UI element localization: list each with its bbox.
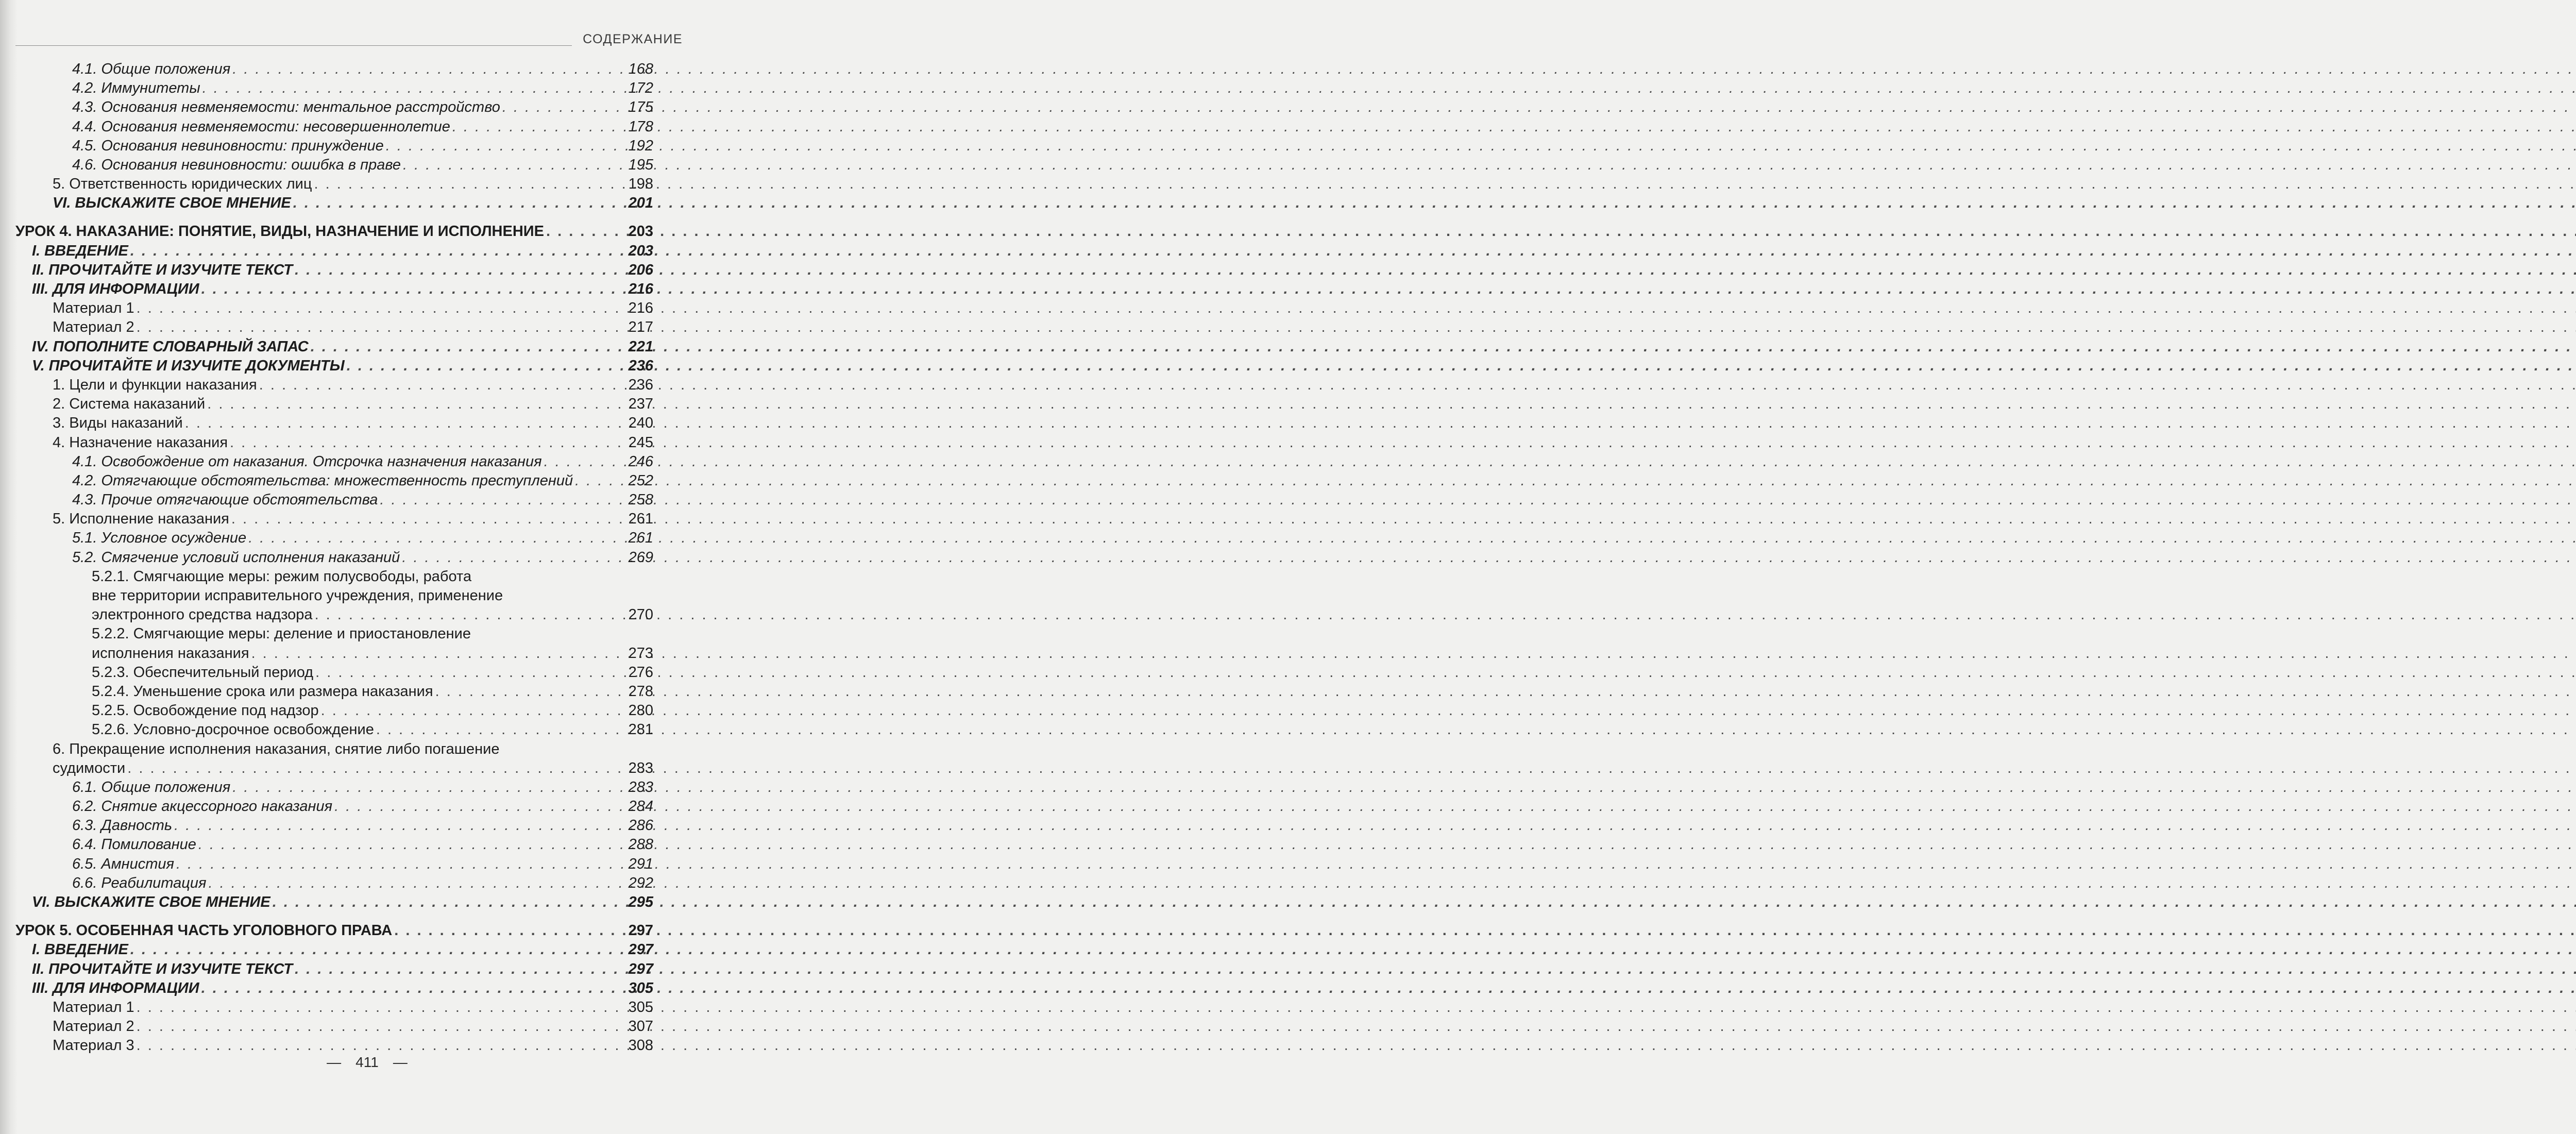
toc-leader-dots [311, 337, 622, 357]
toc-entry [15, 414, 653, 433]
toc-entry-title: III. ДЛЯ ИНФОРМАЦИИ [32, 281, 199, 298]
toc-entry-title: 5. Исполнение наказания [53, 511, 229, 528]
toc-entry-title: 1. Цели и функции наказания [53, 376, 257, 393]
toc-leader-dots [295, 960, 622, 979]
toc-entry [15, 816, 653, 835]
page-binding-edge [0, 0, 18, 1134]
toc-entry-page: 217 [628, 319, 653, 336]
toc-entry-title: I. ВВЕДЕНИЕ [32, 941, 128, 958]
toc-entry-title: IV. ПОПОЛНИТЕ СЛОВАРНЫЙ ЗАПАС [32, 338, 309, 355]
toc-leader-dots [185, 414, 622, 433]
toc-entry-page: 201 [628, 195, 653, 212]
toc-entry-page: 198 [628, 176, 653, 193]
toc-entry [15, 175, 653, 194]
toc-entry-page: 258 [628, 492, 653, 509]
toc-entry-title: исполнения наказания [92, 645, 249, 662]
toc-entry-title: 4. Назначение наказания [53, 434, 228, 451]
toc-entry [15, 318, 653, 337]
toc-entry [15, 979, 653, 998]
toc-entry-page: 281 [628, 721, 653, 738]
toc-leader-dots [137, 1017, 622, 1036]
toc-entry [15, 471, 653, 490]
toc-entry [15, 836, 653, 855]
toc-entry-page: 245 [628, 434, 653, 451]
toc-entry-page: 292 [628, 874, 653, 891]
toc-entry-title: III. ДЛЯ ИНФОРМАЦИИ [32, 979, 199, 996]
toc-leader-dots [176, 855, 622, 874]
toc-leader-dots [130, 242, 622, 261]
toc-leader-dots [575, 471, 622, 490]
toc-entry [15, 60, 653, 79]
toc-leader-dots [230, 433, 622, 452]
toc-entry [15, 194, 653, 213]
toc-leader-dots [314, 175, 623, 194]
toc-leader-dots [231, 510, 622, 529]
footer-dash-left: — [327, 1054, 342, 1070]
toc-entry-title: 4.3. Основания невменяемости: ментальное расстройство [72, 99, 500, 116]
toc-entry-title: I. ВВЕДЕНИЕ [32, 242, 128, 259]
toc-entry-page: 276 [628, 664, 653, 681]
toc-entry-page: 288 [628, 836, 653, 853]
toc-entry-title: Материал 2 [53, 1018, 134, 1035]
toc-entry-title: 6.1. Общие положения [72, 778, 231, 796]
toc-entry [15, 117, 653, 137]
toc-entry-page: 305 [628, 979, 653, 996]
toc-leader-dots [273, 893, 622, 912]
toc-entry [15, 137, 653, 156]
toc-leader-dots [207, 395, 622, 414]
toc-leader-dots [452, 117, 622, 137]
toc-entry [15, 663, 653, 682]
toc-leader-dots [403, 156, 622, 175]
toc-entry-title: электронного средства надзора [92, 606, 313, 623]
toc-entry-page: 246 [628, 453, 653, 470]
toc-entry-title: 6.3. Давность [72, 817, 173, 834]
toc-leader-dots [435, 682, 622, 701]
toc-entry [15, 433, 653, 452]
toc-leader-dots [376, 720, 622, 739]
toc-entry-page: 192 [628, 137, 653, 154]
toc-entry [15, 701, 653, 720]
toc-entry-page: 295 [628, 894, 653, 911]
toc-entry-title: 5. Ответственность юридических лиц [53, 176, 312, 193]
toc-entry-title: 4.1. Освобождение от наказания. Отсрочка назначения наказания [72, 453, 542, 470]
toc-entry-title: 5.2.5. Освобождение под надзор [92, 702, 319, 719]
toc-entry [15, 452, 653, 471]
toc-leader-dots [137, 299, 622, 318]
toc-leader-dots [232, 778, 622, 797]
toc-leader-dots [208, 874, 622, 893]
toc-entry-title: Материал 1 [53, 300, 134, 317]
toc-entry [15, 759, 653, 778]
toc-leader-dots [202, 79, 622, 98]
toc-entry [15, 778, 653, 797]
toc-entry-title: 5.2.6. Условно-досрочное освобождение [92, 721, 374, 738]
toc-leader-dots [259, 376, 622, 395]
toc-entry-title: 6.6. Реабилитация [72, 874, 207, 891]
toc-entry-title: 5.2.3. Обеспечительный период [92, 664, 314, 681]
toc-entry-page: 203 [628, 242, 653, 259]
toc-entry-title: Материал 2 [53, 319, 134, 336]
toc-entry-title: 4.5. Основания невиновности: принуждение [72, 137, 384, 154]
toc-entry [15, 490, 653, 510]
toc-entry-title: УРОК 5. ОСОБЕННАЯ ЧАСТЬ УГОЛОВНОГО ПРАВА [15, 922, 393, 939]
toc-entry-page: 308 [628, 1037, 653, 1054]
toc-leader-dots [315, 663, 622, 682]
toc-entry-title: 6.2. Снятие акцессорного наказания [72, 798, 333, 815]
toc-entry-title: 5.1. Условное осуждение [72, 530, 247, 547]
toc-leader-dots [321, 701, 622, 720]
toc-leader-dots [502, 98, 622, 117]
toc-leader-dots [546, 222, 622, 241]
toc-leader-dots [251, 644, 622, 663]
toc-entry-page: 283 [628, 778, 653, 796]
toc-entry [15, 1036, 653, 1055]
toc-entry-title: 4.3. Прочие отягчающие обстоятельства [72, 492, 378, 509]
toc-entry-title: 2. Система наказаний [53, 396, 206, 413]
toc-entry [15, 510, 653, 529]
toc-leader-dots [402, 548, 622, 567]
toc-entry [15, 893, 653, 912]
toc-entry-page: 297 [628, 941, 653, 958]
toc-entry-title: II. ПРОЧИТАЙТЕ И ИЗУЧИТЕ ТЕКСТ [32, 960, 293, 977]
toc-entry-page: 252 [628, 472, 653, 489]
toc-leader-dots [315, 605, 622, 624]
toc-leader-dots [295, 261, 622, 280]
toc-entry-title: 4.6. Основания невиновности: ошибка в праве [72, 156, 401, 173]
toc-entry-page: 175 [628, 99, 653, 116]
toc-leader-dots [201, 979, 622, 998]
header-rule [15, 45, 572, 46]
footer-dash-right: — [393, 1054, 408, 1070]
toc-leader-dots [130, 940, 622, 959]
toc-entry-page: 269 [628, 549, 653, 566]
toc-leader-dots [137, 998, 622, 1017]
toc-entry-page: 284 [628, 798, 653, 815]
toc-entry-title: 4.1. Общие положения [72, 60, 231, 77]
toc-leader-dots [137, 1036, 622, 1055]
toc-entry [15, 223, 653, 242]
toc-entry [15, 357, 653, 376]
toc-entry-page: 286 [628, 817, 653, 834]
toc-entry [15, 79, 653, 98]
toc-entry-page: 240 [628, 415, 653, 432]
toc-entry-title: 4.2. Иммунитеты [72, 80, 200, 97]
toc-entry-page: 270 [628, 606, 653, 623]
toc-entry-title: УРОК 4. НАКАЗАНИЕ: ПОНЯТИЕ, ВИДЫ, НАЗНАЧЕНИЕ И ИСПОЛНЕНИЕ [15, 223, 544, 240]
toc-entry-page: 216 [628, 300, 653, 317]
toc-entry-page: 203 [628, 223, 653, 240]
toc-entry [15, 529, 653, 548]
toc-entry [15, 548, 653, 567]
toc-entry-title: 4.4. Основания невменяемости: несовершеннолетие [72, 118, 450, 135]
toc-leader-dots [293, 194, 622, 213]
toc-entry-title: 5.2.1. Смягчающие меры: режим полусвободы, работа [92, 568, 472, 585]
toc-entry-title: судимости [53, 759, 126, 776]
toc-leader-dots [232, 60, 622, 79]
toc-entry-page: 206 [628, 261, 653, 278]
toc-entry-page: 216 [628, 281, 653, 298]
toc-entry-title: 3. Виды наказаний [53, 415, 183, 432]
toc-entry-title: 5.2.4. Уменьшение срока или размера наказания [92, 683, 433, 700]
toc-leader-dots [380, 490, 622, 510]
toc-entry-title: 5.2. Смягчение условий исполнения наказаний [72, 549, 400, 566]
toc-entry-title: Материал 3 [53, 1037, 134, 1054]
toc-entry [15, 299, 653, 318]
toc-entry [15, 682, 653, 701]
toc-leader-dots [201, 280, 622, 299]
page-number: 411 [355, 1054, 379, 1070]
toc-entry-page: 261 [628, 511, 653, 528]
toc-entry-title: II. ПРОЧИТАЙТЕ И ИЗУЧИТЕ ТЕКСТ [32, 261, 293, 278]
toc-entry-title: 6.4. Помилование [72, 836, 196, 853]
toc-entry-title: 4.2. Отягчающие обстоятельства: множественность преступлений [72, 472, 573, 489]
toc-entry [15, 644, 653, 663]
toc-leader-dots [174, 816, 622, 835]
toc-entry-page: 283 [628, 759, 653, 776]
toc-leader-dots [198, 835, 622, 854]
toc-entry [15, 242, 653, 261]
toc-entry [15, 337, 653, 357]
toc-entry-title: Материал 1 [53, 998, 134, 1015]
toc-entry-page: 305 [628, 998, 653, 1015]
toc-entry [15, 960, 653, 979]
toc-entry-title: VI. ВЫСКАЖИТЕ СВОЕ МНЕНИЕ [53, 195, 291, 212]
toc-entry [15, 261, 653, 280]
toc-entry-title: 6. Прекращение исполнения наказания, снятие либо погашение [53, 740, 500, 757]
toc-entry [15, 940, 653, 959]
toc-entry-page: 278 [628, 683, 653, 700]
toc-entry [15, 855, 653, 874]
toc-leader-dots [544, 452, 622, 471]
page-footer [0, 1054, 734, 1071]
toc-entry-page: 291 [628, 855, 653, 872]
toc-entry-page: 297 [628, 960, 653, 977]
toc-entry-page: 307 [628, 1018, 653, 1035]
toc-leader-dots [386, 137, 622, 156]
toc-entry [15, 921, 653, 940]
toc-entry-page: 273 [628, 645, 653, 662]
toc-entry [15, 280, 653, 299]
running-header [15, 32, 683, 53]
toc-leader-dots [347, 357, 622, 376]
toc-entry-page: 297 [628, 922, 653, 939]
toc-entry-page: 261 [628, 530, 653, 547]
toc-entry [15, 797, 653, 816]
toc-entry [15, 156, 653, 175]
toc-entry [15, 395, 653, 414]
toc-entry-page: 236 [628, 357, 653, 374]
toc-entry-page: 172 [628, 80, 653, 97]
header-title: СОДЕРЖАНИЕ [583, 32, 683, 46]
toc-leader-dots [394, 921, 622, 940]
table-of-contents [15, 60, 653, 1056]
toc-entry-page: 178 [628, 118, 653, 135]
toc-leader-dots [127, 759, 622, 778]
toc-entry [15, 605, 653, 624]
toc-entry-page: 236 [628, 376, 653, 393]
toc-entry [15, 874, 653, 893]
toc-leader-dots [248, 529, 622, 548]
toc-entry-title: 6.5. Амнистия [72, 855, 175, 872]
toc-entry-page: 237 [628, 396, 653, 413]
toc-entry [15, 98, 653, 117]
toc-leader-dots [137, 318, 622, 337]
toc-entry [15, 998, 653, 1017]
toc-entry [15, 376, 653, 395]
toc-entry-page: 195 [628, 156, 653, 173]
toc-entry-title: V. ПРОЧИТАЙТЕ И ИЗУЧИТЕ ДОКУМЕНТЫ [32, 357, 345, 374]
toc-entry-continuation: вне территории исправительного учреждения, применение [92, 587, 503, 604]
toc-entry-title: 5.2.2. Смягчающие меры: деление и приостановление [92, 625, 471, 642]
toc-entry [15, 720, 653, 739]
toc-entry-page: 221 [628, 338, 653, 355]
toc-entry-title: VI. ВЫСКАЖИТЕ СВОЕ МНЕНИЕ [32, 894, 270, 911]
toc-entry [15, 1017, 653, 1036]
toc-entry-page: 168 [628, 60, 653, 77]
toc-entry-page: 280 [628, 702, 653, 719]
toc-leader-dots [334, 797, 622, 816]
